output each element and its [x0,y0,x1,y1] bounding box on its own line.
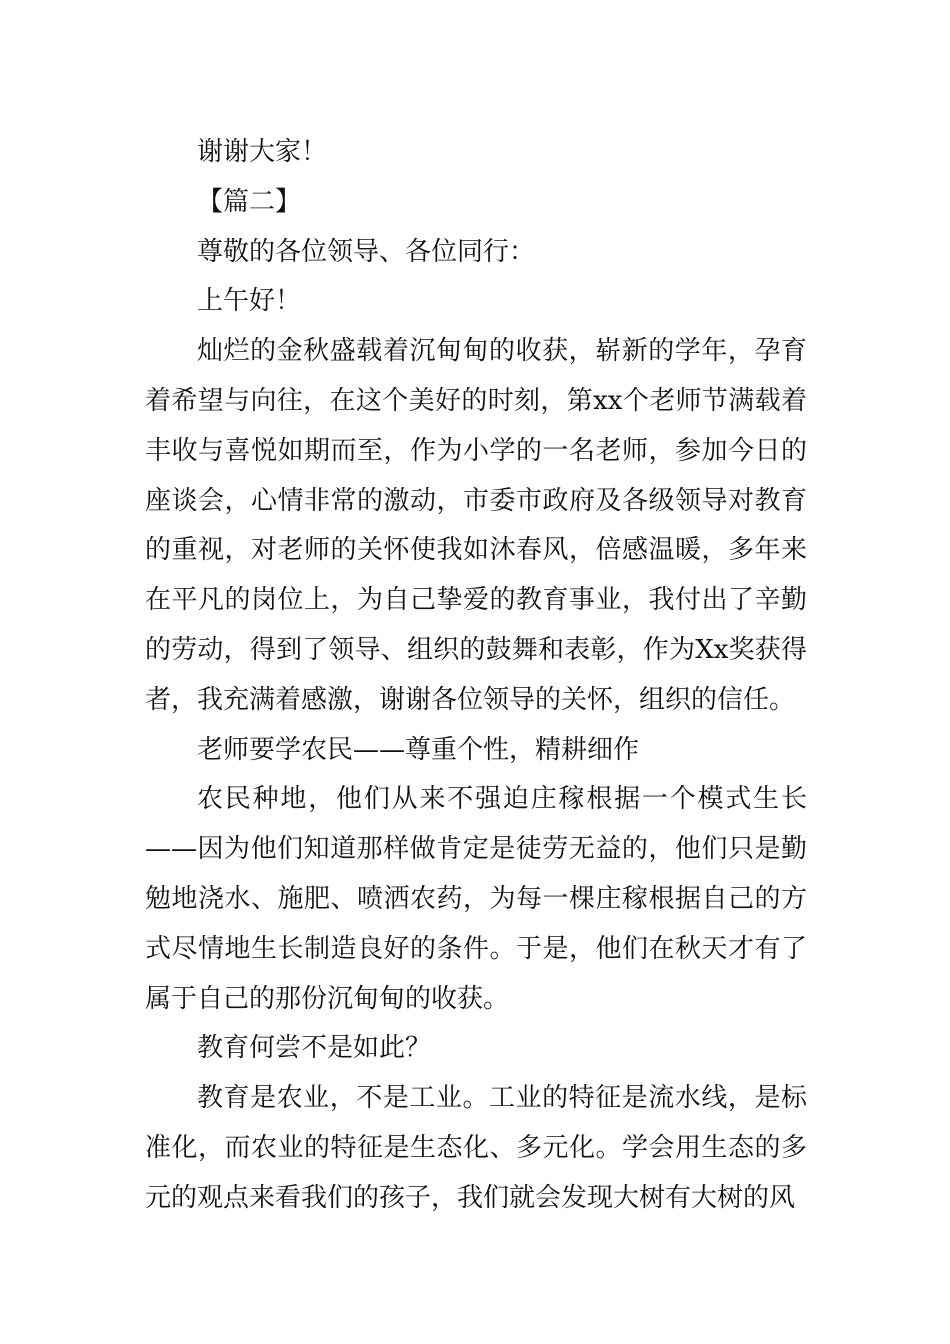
closing-thanks: 谢谢大家！ [197,137,328,167]
salutation: 尊敬的各位领导、各位同行： [197,236,536,267]
body-paragraph-education: 教育是农业，不是工业。工业的特征是流水线，是标准化，而农业的特征是生态化、多元化。学会用生态的多元的观点来看我们的孩子，我们就会发现大树有大树的风 [145,1083,807,1213]
section-heading: 【篇二】 [197,186,302,217]
greeting: 上午好！ [197,286,302,317]
document-page [145,128,807,1224]
question-line: 教育何尝不是如此？ [197,1033,432,1064]
body-paragraph-farmers: 农民种地，他们从来不强迫庄稼根据一个模式生长 ——因为他们知道那样做肯定是徒劳无益的，他们只是勤勉地浇水、施肥、喷洒农药，为每一棵庄稼根据自己的方式尽情地生长制造良好的条件。于是，他们在秋天才有了属于自己的那份沉甸甸的收获。 [145,784,807,1014]
body-paragraph-intro: 灿烂的金秋盛载着沉甸甸的收获，崭新的学年，孕育着希望与向往，在这个美好的时刻，第xx个老师节满载着丰收与喜悦如期而至，作为小学的一名老师，参加今日的座谈会，心情非常的激动，市委市政府及各级领导对教育的重视，对老师的关怀使我如沐春风，倍感温暖，多年来在平凡的岗位上，为自己挚爱的教育事业，我付出了辛勤的劳动，得到了领导、组织的鼓舞和表彰，作为Xx奖获得者，我充满着感激，谢谢各位领导的关怀，组织的信任。 [145,336,807,715]
subheading-teacher-as-farmer: 老师要学农民——尊重个性，精耕细作 [197,734,640,765]
